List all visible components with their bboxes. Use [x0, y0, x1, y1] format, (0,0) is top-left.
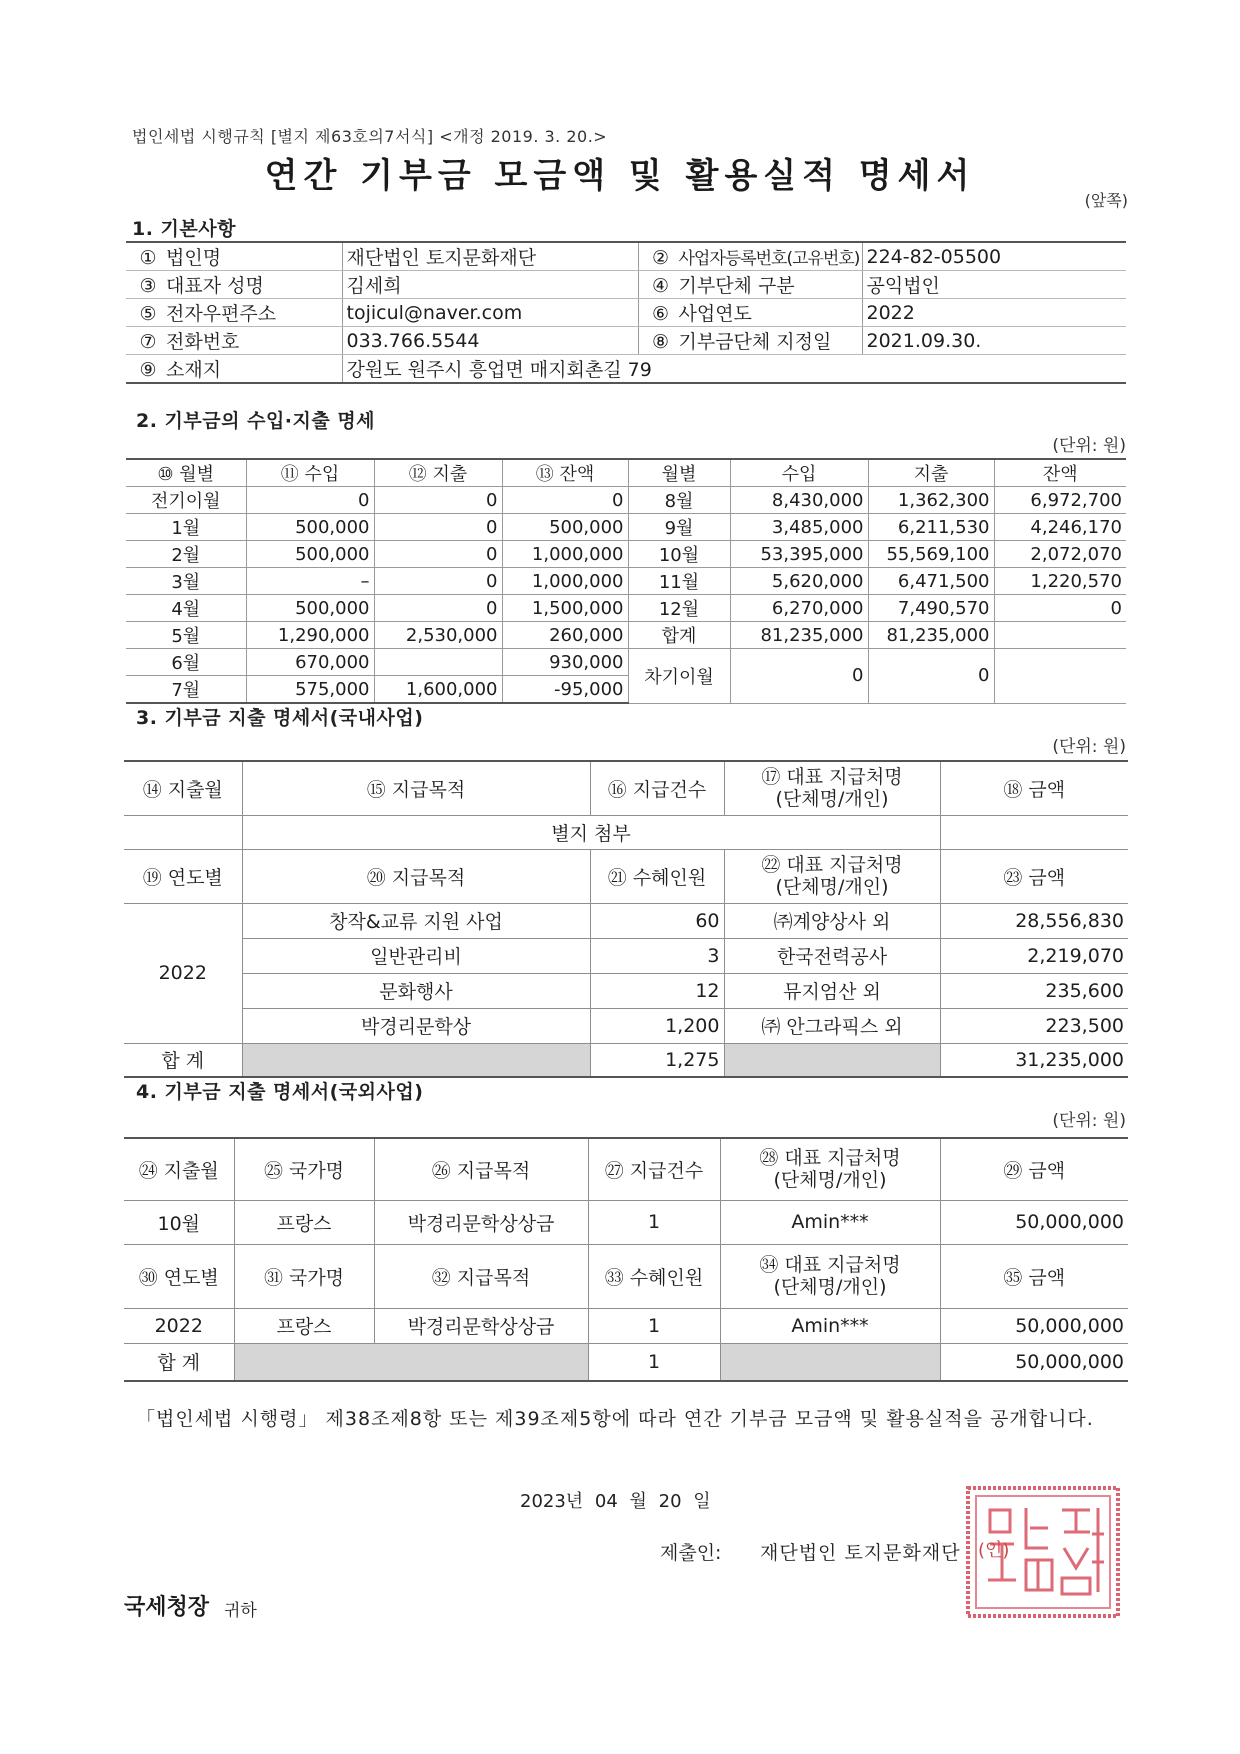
column-header: 월별 [628, 459, 730, 487]
submitter-name: 재단법인 토지문화재단 [760, 1542, 961, 1564]
balance-cell: 6,972,700 [994, 487, 1126, 514]
purpose-cell: 박경리문학상 [242, 1008, 590, 1043]
field-label: 법인명 [166, 247, 222, 269]
balance-cell: -95,000 [502, 676, 628, 704]
field-value: 033.766.5544 [342, 327, 638, 355]
column-header: ㉝ 수혜인원 [588, 1244, 720, 1308]
shaded-cell [234, 1343, 588, 1381]
field-label: 소재지 [166, 359, 222, 381]
month-cell: 11월 [628, 568, 730, 595]
month-cell: 1월 [126, 514, 246, 541]
carry-forward-label: 차기이월 [628, 649, 730, 704]
income-total-cell: 81,235,000 [730, 622, 868, 649]
field-label: 기부금단체 지정일 [678, 331, 832, 353]
disclosure-statement: 「법인세법 시행령」 제38조제8항 또는 제39조제5항에 따라 연간 기부금 모금액 및 활용실적을 공개합니다. [136, 1408, 1094, 1430]
balance-cell: 1,500,000 [502, 595, 628, 622]
total-count: 1 [588, 1343, 720, 1381]
income-cell: 500,000 [246, 595, 374, 622]
table-row [126, 568, 1126, 595]
month-cell: 8월 [628, 487, 730, 514]
table-row [124, 1200, 1128, 1244]
section1-title: 1. 기본사항 [132, 218, 236, 240]
country-cell: 프랑스 [234, 1200, 374, 1244]
month-cell: 4월 [126, 595, 246, 622]
balance-cell: 930,000 [502, 649, 628, 676]
field-label: 전화번호 [166, 331, 240, 353]
total-label: 합 계 [124, 1343, 234, 1381]
header-line: ㉘ 대표 지급처명 [759, 1147, 901, 1170]
table-row [124, 903, 1128, 938]
basic-info-table [126, 241, 1126, 384]
field-label: 전자우편주소 [166, 303, 277, 325]
balance-cell: 0 [502, 487, 628, 514]
carry-expense-cell: 0 [868, 649, 994, 704]
field-label: 기부단체 구분 [678, 275, 795, 297]
payee-cell: Amin*** [720, 1200, 940, 1244]
total-row [124, 1043, 1128, 1077]
expense-cell: 6,211,530 [868, 514, 994, 541]
column-header: ⑪ 수입 [246, 459, 374, 487]
section2-unit: (단위: 원) [1052, 436, 1126, 456]
column-header: ⑮ 지급목적 [242, 761, 590, 815]
header-line: (단체명/개인) [775, 876, 889, 898]
circled-number: ⑦ [139, 331, 157, 353]
field-value: tojicul@naver.com [342, 299, 638, 327]
carry-balance-cell [994, 649, 1126, 704]
domestic-expenditure-table [124, 760, 1128, 1078]
expense-cell: 0 [374, 595, 502, 622]
balance-cell: 4,246,170 [994, 514, 1126, 541]
header-line: ㉞ 대표 지급처명 [759, 1254, 901, 1276]
balance-cell: 1,000,000 [502, 541, 628, 568]
column-header [724, 761, 940, 815]
income-cell: 8,430,000 [730, 487, 868, 514]
table-row [126, 299, 1126, 327]
income-cell: 3,485,000 [730, 514, 868, 541]
header-line: ⑰ 대표 지급처명 [761, 766, 903, 789]
table-row [126, 355, 1126, 384]
column-header: ㉛ 국가명 [234, 1244, 374, 1308]
month-cell: 2월 [126, 541, 246, 568]
income-cell: 0 [246, 487, 374, 514]
table-row [124, 1008, 1128, 1043]
purpose-cell: 박경리문학상상금 [374, 1308, 588, 1343]
empty-cell [940, 815, 1128, 849]
field-value: 2021.09.30. [862, 327, 1126, 355]
section3-unit: (단위: 원) [1052, 737, 1126, 757]
total-label-cell: 합계 [628, 622, 730, 649]
expense-cell: 1,600,000 [374, 676, 502, 704]
expense-total-cell: 81,235,000 [868, 622, 994, 649]
table-row [126, 514, 1126, 541]
column-header: ㉚ 연도별 [124, 1244, 234, 1308]
table-header-row [124, 1244, 1128, 1308]
amount-cell: 28,556,830 [940, 903, 1128, 938]
recipients-cell: 3 [590, 938, 724, 973]
expense-cell: 1,362,300 [868, 487, 994, 514]
month-cell: 12월 [628, 595, 730, 622]
total-row [124, 1343, 1128, 1381]
expense-cell: 2,530,000 [374, 622, 502, 649]
column-header [724, 849, 940, 903]
income-cell: 575,000 [246, 676, 374, 704]
empty-cell [124, 815, 242, 849]
table-row [126, 541, 1126, 568]
expense-cell: 0 [374, 487, 502, 514]
column-header: ⑫ 지출 [374, 459, 502, 487]
table-row [124, 973, 1128, 1008]
circled-number: ④ [651, 275, 670, 297]
purpose-cell: 박경리문학상상금 [374, 1200, 588, 1244]
income-cell: 500,000 [246, 541, 374, 568]
balance-cell: 1,000,000 [502, 568, 628, 595]
balance-cell: 260,000 [502, 622, 628, 649]
header-line: (단체명/개인) [773, 1276, 887, 1298]
income-cell: – [246, 568, 374, 595]
header-line: ㉒ 대표 지급처명 [761, 854, 903, 876]
income-cell: 500,000 [246, 514, 374, 541]
addressee: 국세청장 [124, 1595, 210, 1620]
purpose-cell: 문화행사 [242, 973, 590, 1008]
month-cell: 6월 [126, 649, 246, 676]
field-value: 224-82-05500 [862, 242, 1126, 271]
field-label: 사업자등록번호(고유번호) [678, 249, 860, 269]
page-side-label: (앞쪽) [1084, 191, 1128, 210]
purpose-cell: 창작&교류 지원 사업 [242, 903, 590, 938]
expense-cell: 6,471,500 [868, 568, 994, 595]
circled-number: ⑧ [651, 331, 670, 353]
addressee-suffix: 귀하 [224, 1601, 257, 1621]
amount-cell: 223,500 [940, 1008, 1128, 1043]
table-row [126, 487, 1126, 514]
table-row [126, 242, 1126, 271]
expense-cell: 0 [374, 541, 502, 568]
payee-cell: 한국전력공사 [724, 938, 940, 973]
year-cell: 2022 [124, 903, 242, 1043]
month-cell: 5월 [126, 622, 246, 649]
year-cell: 2022 [124, 1308, 234, 1343]
recipients-cell: 1 [588, 1308, 720, 1343]
table-row [124, 1308, 1128, 1343]
column-header: 잔액 [994, 459, 1126, 487]
shaded-cell [720, 1343, 940, 1381]
recipients-cell: 12 [590, 973, 724, 1008]
column-header [720, 1138, 940, 1200]
income-cell: 6,270,000 [730, 595, 868, 622]
month-cell: 전기이월 [126, 487, 246, 514]
column-header: ㉟ 금액 [940, 1244, 1128, 1308]
total-amount: 31,235,000 [940, 1043, 1128, 1077]
column-header: ⑳ 지급목적 [242, 849, 590, 903]
table-header-row [124, 849, 1128, 903]
table-row [124, 815, 1128, 849]
table-header-row [124, 761, 1128, 815]
column-header: ⑩ 월별 [126, 459, 246, 487]
balance-cell: 500,000 [502, 514, 628, 541]
recipients-cell: 60 [590, 903, 724, 938]
payee-cell: ㈜계양상사 외 [724, 903, 940, 938]
month-cell: 9월 [628, 514, 730, 541]
circled-number: ⑨ [139, 359, 157, 381]
field-value: 재단법인 토지문화재단 [342, 242, 638, 271]
carry-income-cell: 0 [730, 649, 868, 704]
column-header: ㉜ 지급목적 [374, 1244, 588, 1308]
overseas-expenditure-table [124, 1137, 1128, 1382]
table-row [126, 327, 1126, 355]
circled-number: ⑥ [651, 303, 670, 325]
shaded-cell [724, 1043, 940, 1077]
expense-cell [374, 649, 502, 676]
amount-cell: 2,219,070 [940, 938, 1128, 973]
balance-cell: 0 [994, 595, 1126, 622]
column-header: ㉙ 금액 [940, 1138, 1128, 1200]
table-row [126, 271, 1126, 299]
table-row [126, 595, 1126, 622]
expense-cell: 0 [374, 568, 502, 595]
circled-number: ⑤ [139, 303, 157, 325]
column-header: ㉕ 국가명 [234, 1138, 374, 1200]
column-header: ㉑ 수혜인원 [590, 849, 724, 903]
submission-date: 2023년 04 월 20 일 [520, 1491, 711, 1512]
balance-cell: 1,220,570 [994, 568, 1126, 595]
header-line: (단체명/개인) [773, 1169, 887, 1192]
table-header-row [126, 459, 1126, 487]
count-cell: 1 [588, 1200, 720, 1244]
table-row [126, 649, 1126, 676]
section3-title: 3. 기부금 지출 명세서(국내사업) [136, 707, 424, 729]
column-header: ⑱ 금액 [940, 761, 1128, 815]
column-header: ㉖ 지급목적 [374, 1138, 588, 1200]
column-header: 수입 [730, 459, 868, 487]
document-title: 연간 기부금 모금액 및 활용실적 명세서 [264, 156, 976, 196]
income-cell: 53,395,000 [730, 541, 868, 568]
monthly-income-expense-table [126, 458, 1126, 704]
income-cell: 670,000 [246, 649, 374, 676]
month-cell: 10월 [124, 1200, 234, 1244]
payee-cell: ㈜ 안그라픽스 외 [724, 1008, 940, 1043]
total-count: 1,275 [590, 1043, 724, 1077]
address-value: 강원도 원주시 흥업면 매지회촌길 79 [342, 355, 1126, 384]
income-cell: 1,290,000 [246, 622, 374, 649]
circled-number: ① [139, 247, 157, 269]
seal-mark: (인) [978, 1540, 1010, 1561]
column-header: ㉗ 지급건수 [588, 1138, 720, 1200]
balance-cell [994, 622, 1126, 649]
column-header: 지출 [868, 459, 994, 487]
circled-number: ③ [139, 275, 157, 297]
field-label: 대표자 성명 [166, 275, 264, 297]
country-cell: 프랑스 [234, 1308, 374, 1343]
amount-cell: 50,000,000 [940, 1308, 1128, 1343]
submitter-label: 제출인: [660, 1542, 722, 1564]
recipients-cell: 1,200 [590, 1008, 724, 1043]
total-amount: 50,000,000 [940, 1343, 1128, 1381]
section4-unit: (단위: 원) [1052, 1111, 1126, 1131]
purpose-cell: 일반관리비 [242, 938, 590, 973]
column-header: ⑭ 지출월 [124, 761, 242, 815]
expense-cell: 0 [374, 514, 502, 541]
column-header: ㉓ 금액 [940, 849, 1128, 903]
payee-cell: 뮤지엄산 외 [724, 973, 940, 1008]
law-reference: 법인세법 시행규칙 [별지 제63호의7서식] <개정 2019. 3. 20.> [132, 127, 608, 146]
expense-cell: 7,490,570 [868, 595, 994, 622]
field-value: 2022 [862, 299, 1126, 327]
column-header: ⑬ 잔액 [502, 459, 628, 487]
month-cell: 7월 [126, 676, 246, 704]
column-header: ㉔ 지출월 [124, 1138, 234, 1200]
section2-title: 2. 기부금의 수입·지출 명세 [136, 410, 376, 432]
table-header-row [124, 1138, 1128, 1200]
column-header [720, 1244, 940, 1308]
section4-title: 4. 기부금 지출 명세서(국외사업) [136, 1081, 424, 1103]
circled-number: ② [651, 247, 670, 269]
shaded-cell [242, 1043, 590, 1077]
table-row [126, 622, 1126, 649]
month-cell: 10월 [628, 541, 730, 568]
attached-note: 별지 첨부 [242, 815, 940, 849]
payee-cell: Amin*** [720, 1308, 940, 1343]
income-cell: 5,620,000 [730, 568, 868, 595]
amount-cell: 235,600 [940, 973, 1128, 1008]
month-cell: 3월 [126, 568, 246, 595]
field-label: 사업연도 [678, 303, 752, 325]
column-header: ⑲ 연도별 [124, 849, 242, 903]
field-value: 공익법인 [862, 271, 1126, 299]
header-line: (단체명/개인) [775, 788, 889, 811]
column-header: ⑯ 지급건수 [590, 761, 724, 815]
expense-cell: 55,569,100 [868, 541, 994, 568]
amount-cell: 50,000,000 [940, 1200, 1128, 1244]
balance-cell: 2,072,070 [994, 541, 1126, 568]
total-label: 합 계 [124, 1043, 242, 1077]
field-value: 김세희 [342, 271, 638, 299]
table-row [124, 938, 1128, 973]
